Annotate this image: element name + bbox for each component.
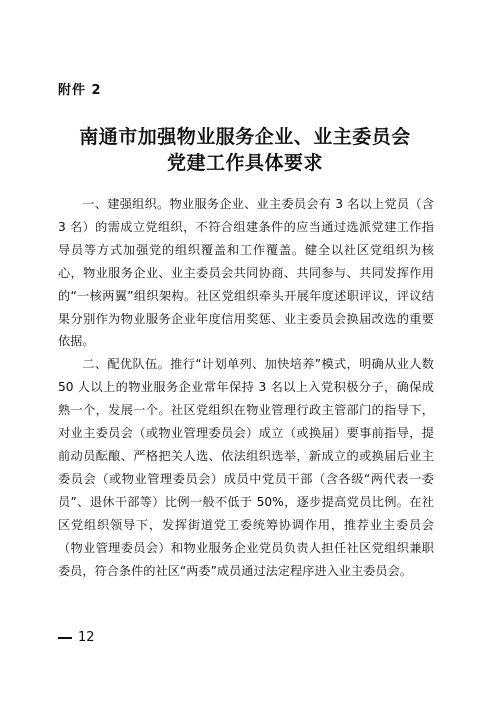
paragraph-team: 二、配优队伍。推行“计划单列、加快培养”模式，明确从业人数 50 人以上的物业服务企业常年保持 3 名以上入党积极分子，确保成熟一个，发展一个。社区党组织在物业管理行政主管部门的指导下，对业主委员会（或物业管理委员会）成立（或换届）要事前指导，提前动员酝酿、严格把关人选、依法组织选举，新成立的或换届后业主委员会（或物业管理委员会）成员中党员干部（含各级“两代表一委员”、退休干部等）比例一般不低于 50%，逐步提高党员比例。在社区党组织领导下，发挥街道党工委统筹协调作用，推荐业主委员会（物业管理委员会）和物业服务企业党员负责人担任社区党组织兼职委员，符合条件的社区“两委”成员通过法定程序进入业主委员会。: [58, 357, 434, 578]
page-number: 12: [78, 630, 95, 645]
dash-mark: [58, 637, 72, 639]
document-title-line2: 党建工作具体要求: [166, 152, 323, 174]
attachment-label: 附件 2: [58, 83, 102, 98]
page-footer: [58, 630, 95, 645]
document-body: [58, 193, 434, 582]
document-title-line1: 南通市加强物业服务企业、业主委员会: [79, 126, 411, 148]
paragraph-organization: 一、建强组织。物业服务企业、业主委员会有 3 名以上党员（含 3 名）的需成立党组织，不符合组建条件的应当通过选派党建工作指导员等方式加强党的组织覆盖和工作覆盖。健全以社区党组织为核心，物业服务企业、业主委员会共同协商、共同参与、共同发挥作用的“一核两翼”组织架构。社区党组织牵头开展年度述职评议，评议结果分别作为物业服务企业年度信用奖惩、业主委员会换届改选的重要依据。: [58, 197, 434, 349]
